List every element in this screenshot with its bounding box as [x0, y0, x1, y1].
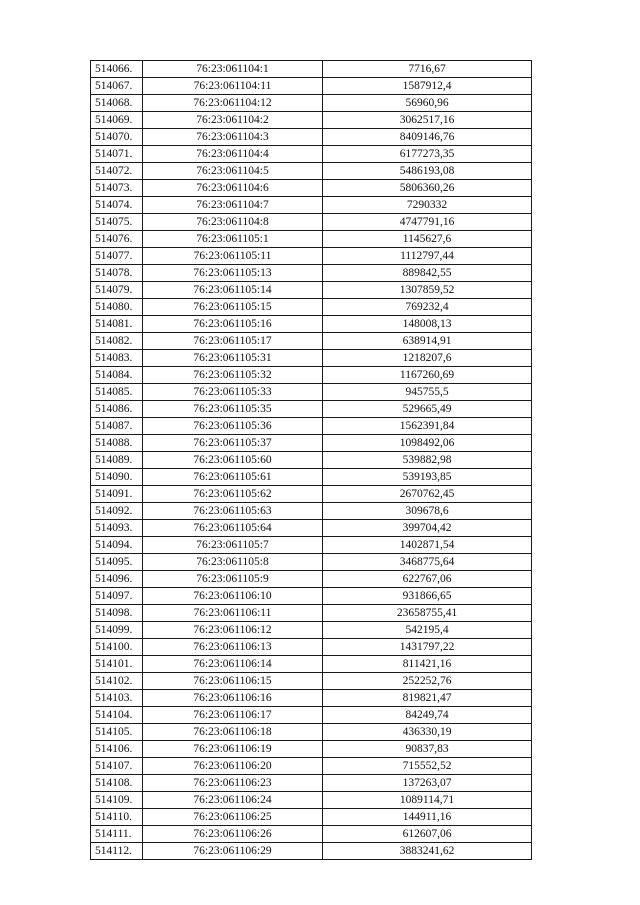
- cadastral-number-cell: 76:23:061105:17: [143, 333, 323, 350]
- cadastral-value-cell: 1089114,71: [323, 792, 532, 809]
- table-row: [91, 78, 532, 95]
- table-row: [91, 571, 532, 588]
- row-number-cell: 514096.: [91, 571, 143, 588]
- row-number-cell: 514087.: [91, 418, 143, 435]
- cadastral-number-cell: 76:23:061106:13: [143, 639, 323, 656]
- row-number-cell: 514107.: [91, 758, 143, 775]
- row-number-cell: 514088.: [91, 435, 143, 452]
- row-number-cell: 514101.: [91, 656, 143, 673]
- table-row: [91, 418, 532, 435]
- row-number-cell: 514086.: [91, 401, 143, 418]
- cadastral-value-cell: 542195,4: [323, 622, 532, 639]
- cadastral-value-cell: 3062517,16: [323, 112, 532, 129]
- cadastral-number-cell: 76:23:061105:64: [143, 520, 323, 537]
- table-row: [91, 61, 532, 78]
- table-row: [91, 690, 532, 707]
- table-row: [91, 554, 532, 571]
- row-number-cell: 514080.: [91, 299, 143, 316]
- table-row: [91, 520, 532, 537]
- table-row: [91, 112, 532, 129]
- cadastral-value-cell: 436330,19: [323, 724, 532, 741]
- table-row: [91, 775, 532, 792]
- cadastral-number-cell: 76:23:061106:23: [143, 775, 323, 792]
- table-row: [91, 758, 532, 775]
- cadastral-number-cell: 76:23:061104:8: [143, 214, 323, 231]
- cadastral-value-cell: 539193,85: [323, 469, 532, 486]
- row-number-cell: 514090.: [91, 469, 143, 486]
- cadastral-value-cell: 889842,55: [323, 265, 532, 282]
- cadastral-number-cell: 76:23:061105:61: [143, 469, 323, 486]
- cadastral-value-cell: 539882,98: [323, 452, 532, 469]
- table-row: [91, 146, 532, 163]
- cadastral-value-cell: 1145627,6: [323, 231, 532, 248]
- cadastral-number-cell: 76:23:061105:37: [143, 435, 323, 452]
- table-row: [91, 214, 532, 231]
- cadastral-value-cell: 1112797,44: [323, 248, 532, 265]
- table-row: [91, 503, 532, 520]
- cadastral-number-cell: 76:23:061104:1: [143, 61, 323, 78]
- cadastral-value-cell: 2670762,45: [323, 486, 532, 503]
- cadastral-number-cell: 76:23:061105:1: [143, 231, 323, 248]
- table-row: [91, 350, 532, 367]
- table-row: [91, 673, 532, 690]
- row-number-cell: 514066.: [91, 61, 143, 78]
- row-number-cell: 514069.: [91, 112, 143, 129]
- row-number-cell: 514075.: [91, 214, 143, 231]
- cadastral-value-cell: 23658755,41: [323, 605, 532, 622]
- cadastral-value-cell: 1218207,6: [323, 350, 532, 367]
- table-row: [91, 809, 532, 826]
- cadastral-number-cell: 76:23:061104:6: [143, 180, 323, 197]
- cadastral-value-cell: 84249,74: [323, 707, 532, 724]
- row-number-cell: 514073.: [91, 180, 143, 197]
- cadastral-number-cell: 76:23:061105:15: [143, 299, 323, 316]
- table-row: [91, 163, 532, 180]
- table-row: [91, 843, 532, 860]
- row-number-cell: 514089.: [91, 452, 143, 469]
- cadastral-number-cell: 76:23:061106:14: [143, 656, 323, 673]
- cadastral-number-cell: 76:23:061105:32: [143, 367, 323, 384]
- cadastral-value-cell: 945755,5: [323, 384, 532, 401]
- table-row: [91, 231, 532, 248]
- table-row: [91, 469, 532, 486]
- cadastral-value-cell: 399704,42: [323, 520, 532, 537]
- cadastral-value-cell: 7716,67: [323, 61, 532, 78]
- cadastral-number-cell: 76:23:061104:7: [143, 197, 323, 214]
- cadastral-value-cell: 1307859,52: [323, 282, 532, 299]
- cadastral-value-cell: 638914,91: [323, 333, 532, 350]
- cadastral-value-cell: 148008,13: [323, 316, 532, 333]
- cadastral-number-cell: 76:23:061105:33: [143, 384, 323, 401]
- cadastral-value-cell: 8409146,76: [323, 129, 532, 146]
- row-number-cell: 514100.: [91, 639, 143, 656]
- cadastral-number-cell: 76:23:061105:36: [143, 418, 323, 435]
- table-row: [91, 724, 532, 741]
- table-row: [91, 265, 532, 282]
- cadastral-value-cell: 90837,83: [323, 741, 532, 758]
- cadastral-number-cell: 76:23:061106:17: [143, 707, 323, 724]
- table-row: [91, 639, 532, 656]
- cadastral-value-cell: 1562391,84: [323, 418, 532, 435]
- cadastral-number-cell: 76:23:061106:12: [143, 622, 323, 639]
- cadastral-value-cell: 7290332: [323, 197, 532, 214]
- table-row: [91, 401, 532, 418]
- row-number-cell: 514093.: [91, 520, 143, 537]
- cadastral-number-cell: 76:23:061104:12: [143, 95, 323, 112]
- table-row: [91, 333, 532, 350]
- cadastral-value-cell: 612607,06: [323, 826, 532, 843]
- cadastral-value-cell: 769232,4: [323, 299, 532, 316]
- cadastral-number-cell: 76:23:061105:8: [143, 554, 323, 571]
- cadastral-number-cell: 76:23:061105:7: [143, 537, 323, 554]
- row-number-cell: 514071.: [91, 146, 143, 163]
- cadastral-number-cell: 76:23:061105:11: [143, 248, 323, 265]
- cadastral-value-cell: 309678,6: [323, 503, 532, 520]
- cadastral-value-cell: 3883241,62: [323, 843, 532, 860]
- cadastral-value-cell: 819821,47: [323, 690, 532, 707]
- cadastral-number-cell: 76:23:061105:14: [143, 282, 323, 299]
- table-row: [91, 384, 532, 401]
- table-row: [91, 537, 532, 554]
- cadastral-number-cell: 76:23:061106:29: [143, 843, 323, 860]
- cadastral-number-cell: 76:23:061106:15: [143, 673, 323, 690]
- cadastral-value-cell: 931866,65: [323, 588, 532, 605]
- cadastral-value-cell: 622767,06: [323, 571, 532, 588]
- cadastral-number-cell: 76:23:061106:18: [143, 724, 323, 741]
- row-number-cell: 514082.: [91, 333, 143, 350]
- cadastral-number-cell: 76:23:061104:4: [143, 146, 323, 163]
- row-number-cell: 514078.: [91, 265, 143, 282]
- cadastral-number-cell: 76:23:061104:2: [143, 112, 323, 129]
- row-number-cell: 514074.: [91, 197, 143, 214]
- table-row: [91, 180, 532, 197]
- row-number-cell: 514105.: [91, 724, 143, 741]
- row-number-cell: 514076.: [91, 231, 143, 248]
- row-number-cell: 514085.: [91, 384, 143, 401]
- cadastral-value-cell: 1167260,69: [323, 367, 532, 384]
- cadastral-value-cell: 5806360,26: [323, 180, 532, 197]
- row-number-cell: 514094.: [91, 537, 143, 554]
- row-number-cell: 514104.: [91, 707, 143, 724]
- row-number-cell: 514084.: [91, 367, 143, 384]
- cadastral-number-cell: 76:23:061106:16: [143, 690, 323, 707]
- cadastral-value-cell: 5486193,08: [323, 163, 532, 180]
- cadastral-value-cell: 1431797,22: [323, 639, 532, 656]
- cadastral-number-cell: 76:23:061106:19: [143, 741, 323, 758]
- cadastral-value-cell: 1402871,54: [323, 537, 532, 554]
- row-number-cell: 514068.: [91, 95, 143, 112]
- table-row: [91, 95, 532, 112]
- row-number-cell: 514103.: [91, 690, 143, 707]
- cadastral-number-cell: 76:23:061105:16: [143, 316, 323, 333]
- row-number-cell: 514097.: [91, 588, 143, 605]
- table-row: [91, 656, 532, 673]
- table-row: [91, 707, 532, 724]
- cadastral-number-cell: 76:23:061106:26: [143, 826, 323, 843]
- table-row: [91, 248, 532, 265]
- cadastral-number-cell: 76:23:061106:25: [143, 809, 323, 826]
- row-number-cell: 514079.: [91, 282, 143, 299]
- cadastral-number-cell: 76:23:061104:3: [143, 129, 323, 146]
- table-body: [91, 61, 532, 860]
- cadastral-number-cell: 76:23:061104:11: [143, 78, 323, 95]
- row-number-cell: 514070.: [91, 129, 143, 146]
- cadastral-value-cell: 715552,52: [323, 758, 532, 775]
- row-number-cell: 514099.: [91, 622, 143, 639]
- cadastral-value-cell: 4747791,16: [323, 214, 532, 231]
- row-number-cell: 514110.: [91, 809, 143, 826]
- cadastral-value-cell: 137263,07: [323, 775, 532, 792]
- row-number-cell: 514077.: [91, 248, 143, 265]
- table-row: [91, 605, 532, 622]
- table-row: [91, 367, 532, 384]
- table-row: [91, 435, 532, 452]
- cadastral-number-cell: 76:23:061105:60: [143, 452, 323, 469]
- cadastral-number-cell: 76:23:061106:24: [143, 792, 323, 809]
- table-row: [91, 452, 532, 469]
- row-number-cell: 514112.: [91, 843, 143, 860]
- cadastral-value-cell: 6177273,35: [323, 146, 532, 163]
- row-number-cell: 514106.: [91, 741, 143, 758]
- row-number-cell: 514109.: [91, 792, 143, 809]
- cadastral-number-cell: 76:23:061105:13: [143, 265, 323, 282]
- table-row: [91, 622, 532, 639]
- row-number-cell: 514091.: [91, 486, 143, 503]
- row-number-cell: 514098.: [91, 605, 143, 622]
- cadastral-value-cell: 3468775,64: [323, 554, 532, 571]
- cadastral-number-cell: 76:23:061105:62: [143, 486, 323, 503]
- row-number-cell: 514083.: [91, 350, 143, 367]
- cadastral-value-cell: 1587912,4: [323, 78, 532, 95]
- row-number-cell: 514095.: [91, 554, 143, 571]
- cadastral-value-table: [90, 60, 532, 860]
- cadastral-value-cell: 56960,96: [323, 95, 532, 112]
- table-row: [91, 316, 532, 333]
- cadastral-value-cell: 1098492,06: [323, 435, 532, 452]
- row-number-cell: 514072.: [91, 163, 143, 180]
- row-number-cell: 514102.: [91, 673, 143, 690]
- cadastral-number-cell: 76:23:061104:5: [143, 163, 323, 180]
- cadastral-number-cell: 76:23:061105:35: [143, 401, 323, 418]
- cadastral-number-cell: 76:23:061106:10: [143, 588, 323, 605]
- cadastral-number-cell: 76:23:061105:9: [143, 571, 323, 588]
- row-number-cell: 514067.: [91, 78, 143, 95]
- table-row: [91, 197, 532, 214]
- table-row: [91, 299, 532, 316]
- cadastral-number-cell: 76:23:061105:31: [143, 350, 323, 367]
- table-row: [91, 486, 532, 503]
- row-number-cell: 514081.: [91, 316, 143, 333]
- cadastral-value-cell: 144911,16: [323, 809, 532, 826]
- row-number-cell: 514111.: [91, 826, 143, 843]
- table-row: [91, 282, 532, 299]
- table-row: [91, 129, 532, 146]
- table-row: [91, 741, 532, 758]
- cadastral-number-cell: 76:23:061106:20: [143, 758, 323, 775]
- table-row: [91, 792, 532, 809]
- cadastral-value-cell: 529665,49: [323, 401, 532, 418]
- row-number-cell: 514108.: [91, 775, 143, 792]
- cadastral-value-cell: 252252,76: [323, 673, 532, 690]
- table-row: [91, 588, 532, 605]
- cadastral-number-cell: 76:23:061105:63: [143, 503, 323, 520]
- cadastral-number-cell: 76:23:061106:11: [143, 605, 323, 622]
- cadastral-value-cell: 811421,16: [323, 656, 532, 673]
- row-number-cell: 514092.: [91, 503, 143, 520]
- table-row: [91, 826, 532, 843]
